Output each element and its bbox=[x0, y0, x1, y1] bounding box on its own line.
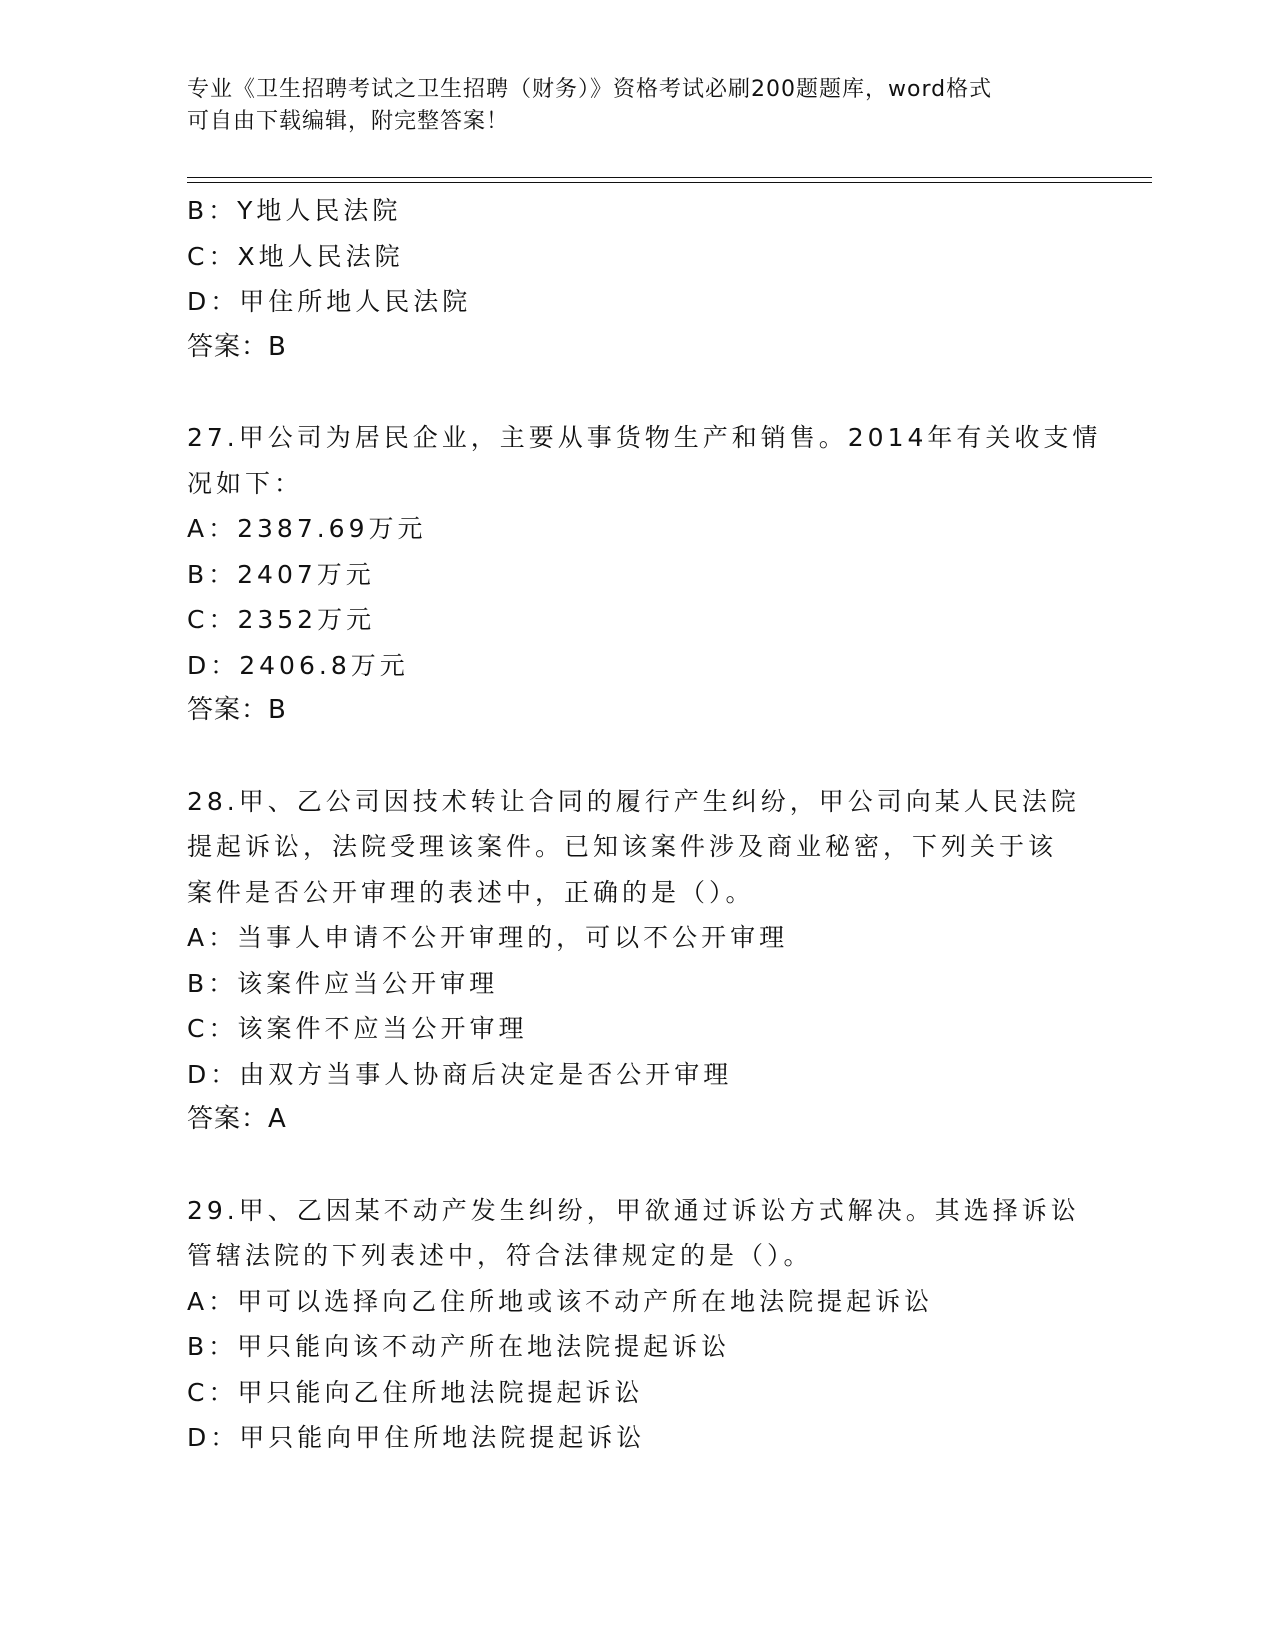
option-a: A：甲可以选择向乙住所地或该不动产所在地法院提起诉讼 bbox=[187, 1286, 934, 1316]
option-c: C：该案件不应当公开审理 bbox=[187, 1014, 528, 1043]
question-list bbox=[187, 188, 1102, 1461]
answer: 答案：A bbox=[187, 1104, 287, 1134]
answer: 答案：B bbox=[187, 695, 287, 725]
question-stem-line: 27.甲公司为居民企业，主要从事货物生产和销售。2014年有关收支情 bbox=[187, 423, 1102, 452]
option-b: B：Y地人民法院 bbox=[187, 196, 402, 225]
option-c: C：2352万元 bbox=[187, 605, 376, 634]
header-divider-top bbox=[187, 177, 1152, 178]
option-c: C：甲只能向乙住所地法院提起诉讼 bbox=[187, 1377, 644, 1407]
question-29 bbox=[187, 1188, 1087, 1461]
option-b: B：2407万元 bbox=[187, 559, 375, 589]
page-header bbox=[187, 74, 1067, 138]
question-28 bbox=[187, 779, 1087, 1143]
option-d: D：由双方当事人协商后决定是否公开审理 bbox=[187, 1059, 733, 1089]
option-c: C：X地人民法院 bbox=[187, 241, 404, 271]
option-a: A：2387.69万元 bbox=[187, 514, 427, 543]
option-b: B：甲只能向该不动产所在地法院提起诉讼 bbox=[187, 1332, 731, 1361]
question-26-tail bbox=[187, 188, 1087, 370]
answer: 答案：B bbox=[187, 331, 287, 362]
question-stem-line: 案件是否公开审理的表述中，正确的是（）。 bbox=[187, 877, 755, 907]
option-a: A：当事人申请不公开审理的，可以不公开审理 bbox=[187, 923, 789, 952]
option-b: B：该案件应当公开审理 bbox=[187, 968, 499, 998]
question-stem-line: 管辖法院的下列表述中，符合法律规定的是（）。 bbox=[187, 1241, 813, 1270]
question-stem-line: 28.甲、乙公司因技术转让合同的履行产生纠纷，甲公司向某人民法院 bbox=[187, 786, 1080, 816]
header-line-1: 专业《卫生招聘考试之卫生招聘（财务）》资格考试必刷200题题库，word格式 bbox=[187, 77, 993, 102]
question-gap bbox=[187, 370, 1087, 415]
header-line-2: 可自由下载编辑，附完整答案！ bbox=[187, 109, 510, 134]
question-gap bbox=[187, 734, 1087, 779]
header-divider-bottom bbox=[187, 182, 1152, 183]
option-d: D：甲只能向甲住所地法院提起诉讼 bbox=[187, 1423, 646, 1452]
question-stem-line: 29.甲、乙因某不动产发生纠纷，甲欲通过诉讼方式解决。其选择诉讼 bbox=[187, 1195, 1080, 1225]
question-27 bbox=[187, 415, 1102, 734]
question-gap bbox=[187, 1143, 1087, 1188]
question-stem-line: 况如下： bbox=[187, 468, 304, 498]
option-d: D：2406.8万元 bbox=[187, 650, 409, 680]
option-d: D：甲住所地人民法院 bbox=[187, 287, 472, 316]
question-stem-line: 提起诉讼，法院受理该案件。已知该案件涉及商业秘密，下列关于该 bbox=[187, 832, 1058, 861]
